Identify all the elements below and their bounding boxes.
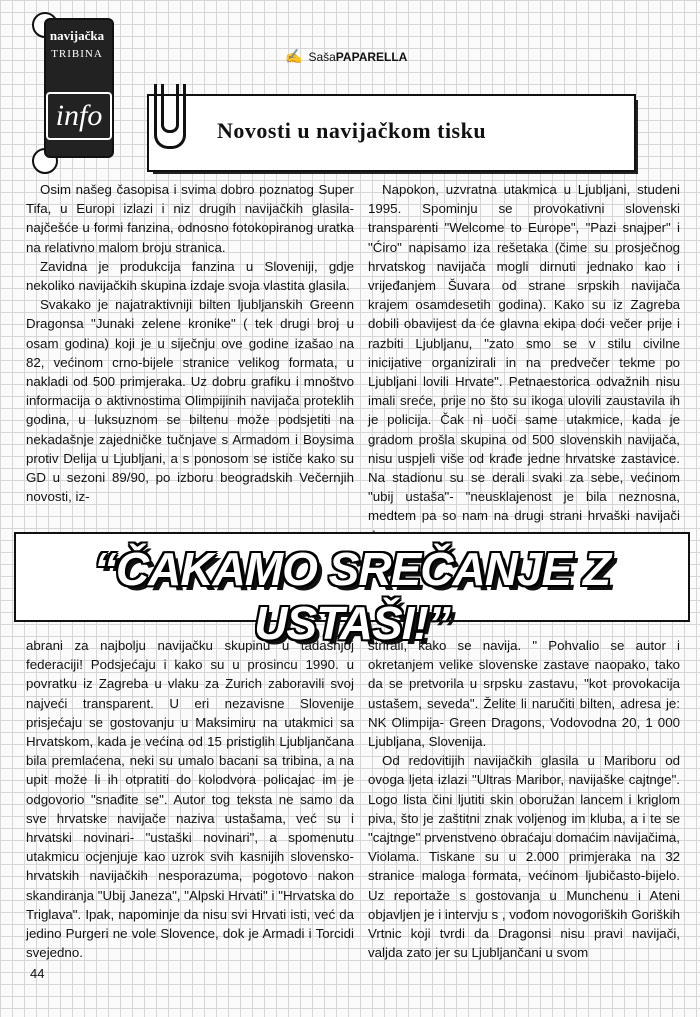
paragraph: abrani za najbolju navijačku skupinu u tadašnjoj federaciji! Podsjećaju i kako su u prosincu 1990. u povratku iz Zagreba u vlaku za Zurich zaboravili svoj najveći transparent. U eri nezavisne Slovenije prisjećaju se gostovanju u Maksimiru na utakmici sa Hrvatskom, kada je većina od 15 pristiglih Ljubljančana bila premlaćena, neki su umalo bacani sa tribina, a na upit može li ih otpratiti do kolodvora policajac im je odgovorio "snađite se". Autor tog teksta ne samo da sve hrvatske navijače naziva ustašama, već su i hrvatski novinari- "ustaški novinari", a spomenutu utakmicu ocjenjuje kao uzrok svih kasnijih slovensko-hrvatskih navijačkih nesporazuma, pogotovo nakon skandiranja "Ubij Janeza", "Alpski Hrvati" i "Hrvatska do Triglava". Ipak, napominje da nisu svi Hrvati isti, već da jedino Purgeri ne vole Slovence, dok je Armadi i Torcidi svejedno.: [26, 638, 354, 961]
badge-info: info: [46, 92, 112, 140]
pull-quote-headline: “ČAKAMO SREČANJE Z USTAŠI!”: [93, 543, 611, 649]
author-last-name: PAPARELLA: [335, 50, 408, 64]
column-1: [26, 180, 354, 506]
author-first-name: Saša: [308, 50, 336, 64]
paragraph: Napokon, uzvratna utakmica u Ljubljani, studeni 1995. Spominju se provokativni slovenski transparenti "Welcome to Europe", "Pazi snajper" i "Ćiro" napisamo iza rešetaka (čime su prosječnog hrvatskog navijača mogli dirnuti jednako kao i vrijeđanjem Šuvara od strane srpskih navijača krajem osamdesetih godina). Kako su iz Zagreba dobili obavijest da će glavna ekipa doći večer prije i razbiti Ljubljanu, "zato smo se v stilu civilne inicijative organizirali in na predvečer tekme po Ljubljani lovili Hrvate". Petnaestorica odvažnih nisu imali sreće, prije no što su ikoga ulovili zaustavila ih je policija. Čak ni uoči same utakmice, kada je gradom prošla skupina od 500 slovenskih navijača, nisu uspjeli više od krađe jedne hrvatske zastavice. Na stadionu su se derali svaki za sebe, većinom "ubij ustaša"- "neusklajenost je bila neznosna, medtem pa so nam na drugi strani hrvaški navijači: [368, 182, 680, 524]
paragraph: Svakako je najatraktivniji bilten ljubljanskih Greenn Dragonsa "Junaki zelene kronike" ( tek drugi broj u osam godina) koji je u siječnju ove godine izašao na 82, većinom crno-bijele stranice velikog formata, u nakladi od 500 primjeraka. Uz dobru grafiku i mnoštvo informacija o aktivnostima Olimpijinih navijača proteklih godina, u luksuznom se biltenu može podsjetiti na nekadašnje zajedničke tučnjave s Armadom i Boysima protiv Delija u Ljubljani, a s ponosom se ističe kako su GD u sezoni 89/90, po izboru beogradskih Večernjih novosti, iz-: [26, 297, 354, 505]
paragraph: Od redovitijih navijačkih glasila u Mariboru od ovoga ljeta izlazi "Ultras Maribor, navijaške cajtnge". Logo lista čini ljutiti skin oboružan lancem i kriglom piva, što je zaštitni znak voljenog im kluba, a i te se "cajtnge" prvenstveno obraćaju domaćim navijačima, Violama. Tiskane su u 2.000 primjeraka na 32 stranice maloga formata, većinom ljubičasto-bijelo. Uz reportaže s gostovanja u Munchenu i Ateni objavljen je i intervju s , vođom novogoriških Goriških Vrtnic koji tvrdi da Dragonsi nisu pravi navijači, valjda zato jer su Ljubljančani u svom: [368, 753, 680, 961]
article-title: Novosti u navijačkom tisku: [217, 118, 487, 143]
column-4: [368, 636, 680, 962]
page-number: 44: [30, 966, 45, 981]
title-box: [147, 94, 636, 172]
badge-line1: navijačka: [49, 28, 105, 43]
paragraph: Zavidna je produkcija fanzina u Sloveniji, gdje nekoliko navijačkih skupina izdaje svoja vlastita glasila.: [26, 258, 354, 294]
badge-line2: TRIBINA: [51, 48, 103, 60]
navijacka-tribina-info-badge: [30, 12, 116, 172]
column-2: [368, 180, 680, 545]
author-byline: [285, 48, 407, 65]
column-3: [26, 636, 354, 962]
paperclip-inner: [161, 84, 179, 133]
paragraph: Osim našeg časopisa i svima dobro poznatog Super Tifa, u Europi izlazi i niz drugih navijačkih glasila- najčešće u formi fanzina, odnosno fotokopiranog uratka na relativno malom broju stranica.: [26, 182, 354, 255]
pen-hand-icon: ✍: [285, 48, 303, 64]
pull-quote-box: [14, 532, 690, 649]
paragraph: strirali, kako se navija. " Pohvalio se autor i okretanjem velike slovenske zastave naopako, tako da se pretvorila u srpsku zastavu, "kot provokacija ustašem, seveda". Želite li naručiti bilten, adresa je: NK Olimpija- Green Dragons, Vodovodna 20, 1 000 Ljubljana, Slovenija.: [368, 638, 680, 750]
